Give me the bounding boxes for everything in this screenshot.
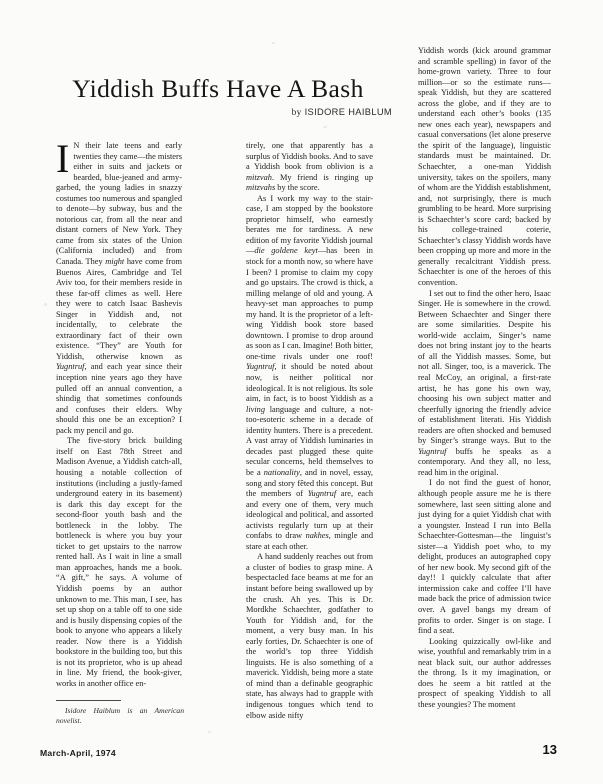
- scan-artifact: [44, 303, 47, 306]
- scan-artifact: [323, 126, 327, 128]
- paragraph: [56, 436, 182, 689]
- scan-artifact: [208, 731, 211, 733]
- byline-author: ISIDORE HAIBLUM: [304, 107, 392, 117]
- paragraph-text: Yiddish words (kick around grammar and scramble spelling) in favor of the home-grown variety. Three to four million—or so the estimate runs—speak Yiddish, but they are scattered across the globe, and if they are to understand each other’s books (135 new ones each year), newspapers and casual conversations (let alone preserve the spirit of the language), linguistic standards must be maintained. Dr. Schaechter, a one-man Yiddish university, takes on the spoilers, many of whom are the Yiddish establishment, and, not surprisingly, there is much grumbling to be heard. More surprising is Schaechter’s score card; backed by his college-trained coterie, Schaechter’s classy Yiddish words have been cropping up more and more in the generally recalcitrant Yiddish press. Schaechter is one of the heroes of this convention.: [418, 46, 552, 288]
- page-number: 13: [542, 742, 557, 757]
- body-column-2: [246, 141, 373, 721]
- body-column-1: [56, 136, 182, 689]
- author-footnote: [56, 706, 184, 725]
- paragraph: [418, 46, 551, 289]
- paragraph-text: Looking quizzically owl-like and wise, youthful and remarkably trim in a neat black suit, our author addresses the throng. Is it my imagination, or does he seem a bit rattled at the prospect of speaking Yiddish to all these youngies? The moment: [418, 636, 551, 709]
- footnote-text: Isidore Haiblum is an American novelist.: [56, 706, 184, 725]
- paragraph-text: The five-story brick building itself on East 78th Street and Madison Avenue, a Yiddish catch-all, housing a notable collection of institutions (including a justly-famed underground eatery in its basement) is dark this day except for the second-floor youth bash and the bottleneck in the lobby. The bottleneck is where you buy your ticket to get upstairs to the narrow rented hall. As I wait in line a small man approaches, hands me a book. “A gift,” he says. A volume of Yiddish poems by an author unknown to me. This man, I see, has set up shop on a table off to one side and is busily dispensing copies of the book to anyone who appears a likely reader. Now there is a Yiddish bookstore in the building too, but this is not its proprietor, who is up ahead in line. My friend, the book-giver, works in another office en-: [56, 436, 182, 688]
- paragraph: [246, 194, 373, 553]
- paragraph-text: As I work my way to the stair-case, I am stopped by the bookstore proprietor himself, who earnestly berates me for tardiness. A new edition of my favorite Yiddish journal—die goldene keyt—has been in stock for a month now, so where have I been? I promise to claim my copy and go upstairs. The crowd is thick, a milling melange of old and young. A heavy-set man approaches to pump my hand. It is the proprietor of a left-wing Yiddish book store based downtown. I promise to drop around as soon as I can. Imagine! Both bitter, one-time rivals under one roof! Yugntruf, it should be noted about now, is neither political nor ideological. It is not religious. Its sole aim, in fact, is to boost Yiddish as a living language and culture, a not-too-esoteric scheme in a decade of identity hunters. There is a precedent. A vast array of Yiddish luminaries in decades past plugged these quite secular concerns, held themselves to be a nationality, and in novel, essay, song and story fêted this concept. But the members of Yugntruf are, each and every one of them, very much ideological and political, and assorted activists regularly turn up at their confabs to draw nakhes, mingle and stare at each other.: [246, 193, 373, 551]
- issue-date: March-April, 1974: [40, 748, 116, 758]
- footnote-divider: [56, 700, 121, 701]
- byline-prefix: by: [291, 108, 302, 118]
- paragraph-text: I do not find the guest of honor, although people assure me he is there somewhere, last seen sitting alone and just dying for a quiet Yiddish chat with a youngster. Instead I run into Bella Schaechter-Gottesman—the linguist’s sister—a Yiddish poet who, to my delight, produces an autographed copy of her new book. My second gift of the day!! I quickly calculate that after intermission cake and coffee I’ll have made back the price of admission twice over. A gavel bangs my dream of profits to order. Singer is on stage. I find a seat.: [418, 478, 551, 636]
- paragraph-text: A hand suddenly reaches out from a cluster of bodies to grasp mine. A bespectacled face beams at me for an instant before being swallowed up by the crush. Ah yes. This is Dr. Mordkhe Schaechter, godfather to Youth for Yiddish and, for the moment, a very busy man. In his early forties, Dr. Schaechter is one of the world’s top three Yiddish linguists. He is also something of a maverick. Yiddish, being more a state of mind than a definable geographic state, has always had to grapple with indigenous tongues which tend to elbow aside nifty: [246, 552, 373, 720]
- paragraph: [418, 637, 551, 711]
- paragraph-text: N their late teens and early twenties they came—the misters either in suits and jackets or bearded, blue-jeaned and army-garbed, the young ladies in snazzy costumes too numerous and spangled to denote—by subway, bus and the notorious car, from all the near and distant corners of New York. They came from six states of the Union (California included) and from Canada. They might have come from Buenos Aires, Cambridge and Tel Aviv too, for their members reside in these far-off climes as well. Here they were to catch Isaac Bashevis Singer in Yiddish and, not incidentally, to celebrate the extraordinary fact of their own existence. “They” are Youth for Yiddish, otherwise known as Yugntruf, and each year since their inception nine years ago they have pulled off an annual convention, a shindig that sometimes confounds and confuses their elders. Why should this one be an exception? I pack my pencil and go.: [56, 141, 182, 435]
- paragraph: [418, 478, 551, 636]
- paragraph-text: I set out to find the other hero, Isaac Singer. He is somewhere in the crowd. Between Schaechter and Singer there are some similarities. Despite his world-wide acclaim, Singer’s name does not bring instant joy to the hearts of all the Yiddish masses. Some, but not all. Singer, too, is a maverick. The real McCoy, an original, a first-rate artist, he has gone his own way, choosing his own subject matter and cheerfully ignoring the friendly advice of establishment literati. His Yiddish readers are often shocked and bemused by Singer’s strange ways. But to the Yugntruf buffs he speaks as a contemporary. And they all, no less, read him in the original.: [418, 288, 551, 477]
- paragraph: [246, 552, 373, 721]
- paragraph-text: tirely, one that apparently has a surplus of Yiddish books. And to save a Yiddish book from oblivion is a mitzvah. My friend is ringing up mitzvahs by the score.: [246, 141, 373, 193]
- drop-cap: I: [56, 136, 70, 181]
- paragraph: [56, 136, 182, 436]
- byline: [48, 107, 392, 118]
- paragraph: [418, 289, 551, 479]
- body-column-3: [418, 46, 551, 710]
- page-title: Yiddish Buffs Have A Bash: [72, 74, 364, 104]
- scan-artifact: [272, 42, 275, 44]
- paragraph: [246, 141, 373, 194]
